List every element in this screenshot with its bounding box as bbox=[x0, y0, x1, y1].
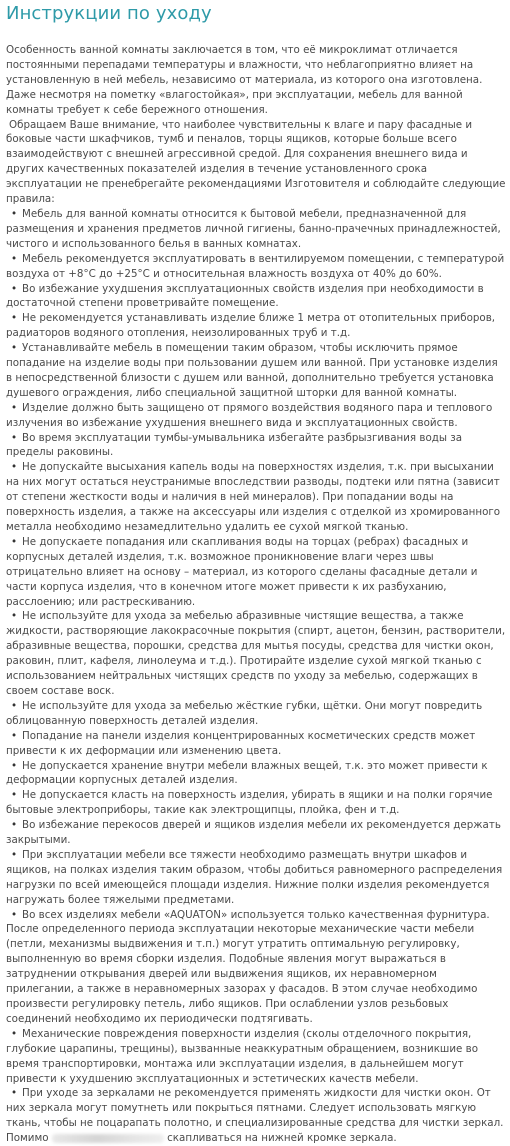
list-item bbox=[6, 282, 506, 312]
rule-text: Во время эксплуатации тумбы-умывальника избегайте разбрызгивания воды за пределы раковины. bbox=[6, 431, 463, 459]
list-item bbox=[6, 818, 506, 848]
list-item bbox=[6, 848, 506, 908]
rule-text: Мебель для ванной комнаты относится к бытовой мебели, предназначенной для размещения и хранения предметов личной гигиены, банно-прачечных принадлежностей, чистого и использованного белья в ванных комнатах. bbox=[6, 207, 501, 250]
list-item bbox=[6, 207, 506, 252]
list-item bbox=[6, 788, 506, 818]
bullet-icon: • bbox=[10, 461, 18, 474]
rule-text: При уходе за зеркалами не рекомендуется применять жидкости для чистки окон. От них зеркала могут помутнеть или покрыться пятнами. Следует использовать мягкую ткань, чтобы не поцарапать полотно, и специализированные средства для чистки зеркал. Помимо bbox=[6, 1087, 504, 1145]
bullet-icon: • bbox=[10, 789, 18, 802]
rule-text: Не допускайте высыхания капель воды на поверхностях изделия, т.к. при высыхании на них могут остаться неустранимые впоследствии разводы, подтеки или пятна (зависит от степени жесткости воды и наличия в ней минералов). При попадании воды на поверхность изделия, а также на аксессуары или изделия с отделкой из хромированного металла необходимо незамедлительно удалить ее сухой мягкой тканью. bbox=[6, 461, 501, 533]
list-item bbox=[6, 431, 506, 461]
bullet-icon: • bbox=[10, 908, 18, 921]
rule-text: Не допускается класть на поверхность изделия, убирать в ящики и на полки горячие бытовые электроприборы, такие как электрощипцы, плойка, фен и т.д. bbox=[6, 789, 493, 817]
intro-paragraph: Особенность ванной комнаты заключается в том, что её микроклимат отличается постоянными перепадами температуры и влажности, что неблагоприятно влияет на установленную в ней мебель, независимо от материала, из которого она изготовлена. Даже несмотря на пометку «влагостойкая», при эксплуатации, мебель для ванной комнаты требует к себе бережного отношения. bbox=[6, 44, 483, 116]
bullet-icon: • bbox=[10, 431, 18, 444]
blurred-text bbox=[52, 1134, 164, 1143]
care-rules-list bbox=[6, 207, 506, 1146]
bullet-icon: • bbox=[10, 759, 18, 772]
rule-text: Устанавливайте мебель в помещении таким образом, чтобы исключить прямое попадание на изделие воды при пользовании душем или ванной. При установке изделия в непосредственной близости с душем или ванной, дополнительно требуется установка душевого ограждения, либо специальной защитной шторки для ванной комнаты. bbox=[6, 342, 498, 399]
list-item bbox=[6, 460, 506, 535]
list-item bbox=[6, 908, 506, 1027]
bullet-icon: • bbox=[10, 1087, 18, 1100]
rule-text: Не допускается хранение внутри мебели влажных вещей, т.к. это может привести к деформации корпусных деталей изделия. bbox=[6, 759, 488, 787]
rule-text: Механические повреждения поверхности изделия (сколы отделочного покрытия, глубокие царапины, трещины), вызванные неаккуратным обращением, возникшие во время транспортировки, монтажа или эксплуатации изделия, в дальнейшем могут привести к ухудшению эксплуатационных и эстетических качеств мебели. bbox=[6, 1027, 479, 1085]
bullet-icon: • bbox=[10, 252, 18, 265]
list-item bbox=[6, 401, 506, 431]
bullet-icon: • bbox=[10, 610, 18, 623]
bullet-icon: • bbox=[10, 401, 18, 414]
list-item bbox=[6, 609, 506, 698]
rule-text: При эксплуатации мебели все тяжести необходимо размещать внутри шкафов и ящиков, на полках изделия таким образом, чтобы добиться равномерного распределения нагрузки по всей имеющейся площади изделия. Нижние полки изделия рекомендуется нагружать более тяжелыми предметами. bbox=[6, 848, 503, 906]
rule-text: Не используйте для ухода за мебелью абразивные чистящие вещества, а также жидкости, растворяющие лакокрасочные покрытия (спирт, ацетон, бензин, растворители, абразивные вещества, порошки, средства для мытья посуды, средства для чистки окон, раковин, плит, кафеля, линолеума и т.д.). Протирайте изделие сухой мягкой тканью с использованием нейтральных чистящих средств по уходу за мебелью, содержащих в своем составе воск. bbox=[6, 610, 506, 697]
instructions-content bbox=[6, 43, 506, 1146]
bullet-icon: • bbox=[10, 312, 18, 325]
list-item bbox=[6, 311, 506, 341]
bullet-icon: • bbox=[10, 535, 18, 548]
rule-text: Во всех изделиях мебели «AQUATON» используется только качественная фурнитура. После определенного периода эксплуатации некоторые механические части мебели (петли, механизмы выдвижения и т.п.) могут утратить оптимальную регулировку, выполненную во время сборки изделия. Подобные явления могут выражаться в затруднении открывания дверей или выдвижения ящиков, их неравномерном прилегании, а также в неравномерных зазорах у фасадов. В этом случае необходимо произвести регулировку петель, либо ящиков. При ослаблении узлов резьбовых соединений необходимо их периодически подтягивать. bbox=[6, 908, 490, 1025]
rule-text: Не допускаете попадания или скапливания воды на торцах (ребрах) фасадных и корпусных деталей изделия, т.к. возможное проникновение влаги через швы отрицательно влияет на основу – материал, из которого сделаны фасадные детали и части корпуса изделия, что в конечном итоге может привести к их разбуханию, расслоению; или растрескиванию. bbox=[6, 535, 478, 608]
list-item bbox=[6, 341, 506, 401]
rule-text: Во избежание ухудшения эксплуатационных свойств изделия при необходимости в достаточной степени проветривайте помещение. bbox=[6, 282, 484, 310]
rule-text: Не используйте для ухода за мебелью жёсткие губки, щётки. Они могут повредить облицованную поверхность деталей изделия. bbox=[6, 699, 483, 727]
bullet-icon: • bbox=[10, 342, 18, 355]
rule-text: скапливаться на нижней кромке зеркала. bbox=[167, 1132, 397, 1145]
list-item bbox=[6, 699, 506, 729]
page-title: Инструкции по уходу bbox=[6, 3, 212, 24]
list-item bbox=[6, 535, 506, 610]
rule-text: Изделие должно быть защищено от прямого воздействия водяного пара и теплового излучения во избежание ухудшения внешнего вида и эксплуатационных свойств. bbox=[6, 401, 493, 429]
list-item bbox=[6, 729, 506, 759]
list-item bbox=[6, 1086, 506, 1146]
bullet-icon: • bbox=[10, 848, 18, 861]
bullet-icon: • bbox=[10, 819, 18, 832]
bullet-icon: • bbox=[10, 207, 18, 220]
intro-paragraph: Обращаем Ваше внимание, что наиболее чувствительны к влаге и пару фасадные и боковые части шкафчиков, тумб и пеналов, торцы ящиков, которые больше всего взаимодействуют с внешней агрессивной средой. Для сохранения внешнего вида и других качественных показателей изделия в течение установленного срока эксплуатации не пренебрегайте рекомендациями Изготовителя и соблюдайте следующие правила: bbox=[6, 118, 506, 206]
rule-text: Во избежание перекосов дверей и ящиков изделия мебели их рекомендуется держать закрытыми. bbox=[6, 819, 501, 847]
rule-text: Не рекомендуется устанавливать изделие ближе 1 метра от отопительных приборов, радиаторов водяного отопления, неизолированных труб и т.д. bbox=[6, 312, 496, 340]
bullet-icon: • bbox=[10, 282, 18, 295]
rule-text: Мебель рекомендуется эксплуатировать в вентилируемом помещении, с температурой воздуха от +8°С до +25°С и относительная влажность воздуха от 40% до 60%. bbox=[6, 252, 505, 280]
list-item bbox=[6, 759, 506, 789]
list-item bbox=[6, 252, 506, 282]
list-item bbox=[6, 1027, 506, 1087]
rule-text: Попадание на панели изделия концентрированных косметических средств может привести к их деформации или изменению цвета. bbox=[6, 729, 476, 757]
bullet-icon: • bbox=[10, 699, 18, 712]
bullet-icon: • bbox=[10, 729, 18, 742]
bullet-icon: • bbox=[10, 1027, 18, 1040]
